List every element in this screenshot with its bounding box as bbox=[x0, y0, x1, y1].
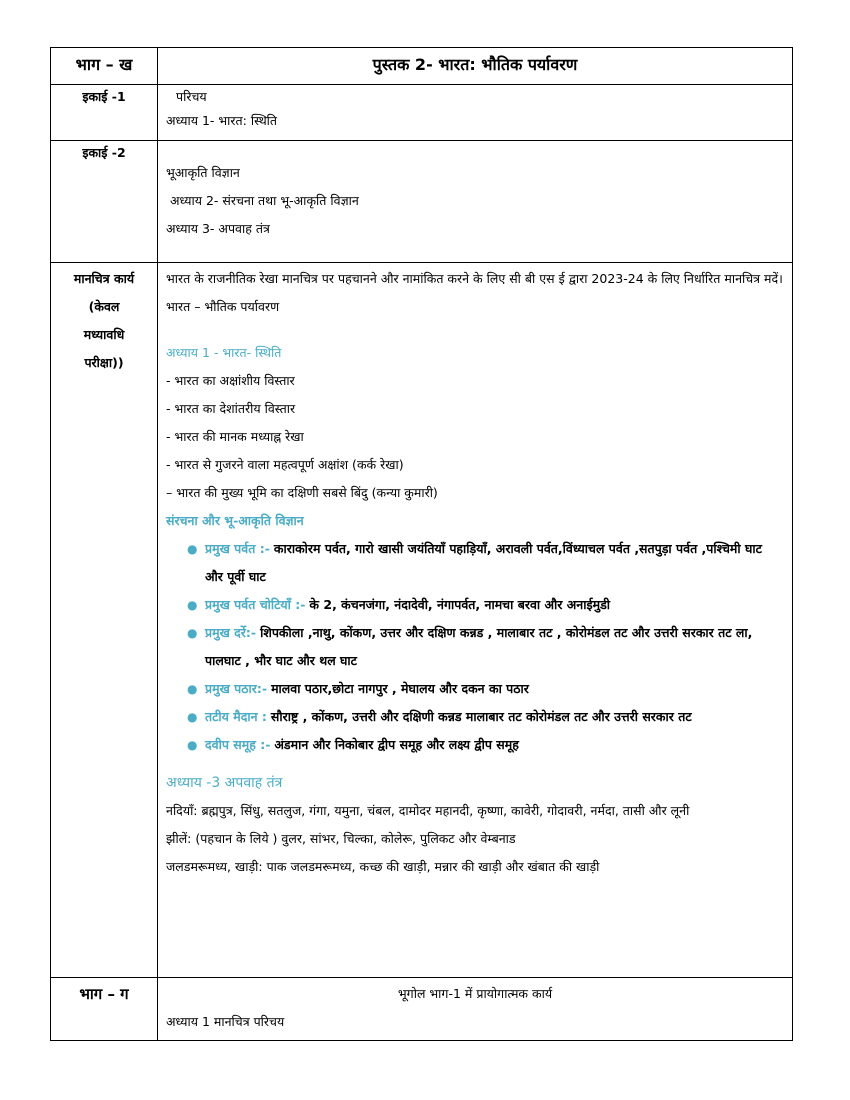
bullet-dot-icon: ● bbox=[187, 738, 198, 752]
map-work-intro: भारत के राजनीतिक रेखा मानचित्र पर पहचानने और नामांकित करने के लिए सी बी एस ई द्वारा 2023-24 के लिए निर्धारित मानचित्र मदें। bbox=[166, 271, 783, 286]
bullet-dot-icon: ● bbox=[187, 626, 198, 640]
map-work-content bbox=[158, 263, 793, 978]
chapter-1-item: - भारत से गुजरने वाला महत्वपूर्ण अक्षांश (कर्क रेखा) bbox=[166, 457, 404, 472]
chapter-1-item: – भारत की मुख्य भूमि का दक्षिणी सबसे बिंदु (कन्या कुमारी) bbox=[166, 485, 438, 500]
unit-1-label: इकाई -1 bbox=[51, 85, 158, 141]
unit-2-label: इकाई -2 bbox=[51, 141, 158, 263]
bullet-dot-icon: ● bbox=[187, 682, 198, 696]
part-c-content bbox=[158, 978, 793, 1041]
unit-1-chapter: अध्याय 1- भारत: स्थिति bbox=[166, 113, 278, 128]
unit-1-row bbox=[51, 85, 793, 141]
bullet-dot-icon: ● bbox=[187, 542, 198, 556]
bullet-passes bbox=[187, 619, 792, 675]
bullet-plateaus bbox=[187, 675, 792, 703]
unit-2-chapter-2: अध्याय 2- संरचना तथा भू-आकृति विज्ञान bbox=[170, 193, 359, 208]
map-work-label-line-1: मानचित्र कार्य bbox=[73, 271, 135, 286]
bullet-coastal-plains bbox=[187, 703, 792, 731]
bullet-text: मालवा पठार,छोटा नागपुर , मेघालय और दकन का पठार bbox=[271, 681, 529, 696]
map-work-label-line-2: (केवल bbox=[88, 299, 120, 314]
bullet-text: शिपकीला ,नाथु, कोंकण, उत्तर और दक्षिण कन्नड , मालाबार तट , कोरोमंडल तट और उत्तरी सरकार तट ला, पालघाट , भौर घाट और थल घाट bbox=[205, 625, 753, 668]
chapter-1-item: - भारत का देशांतरीय विस्तार bbox=[166, 401, 296, 416]
bullet-text: के 2, कंचनजंगा, नंदादेवी, नंगापर्वत, नामचा बरवा और अनाईमुडी bbox=[309, 597, 611, 612]
unit-1-content bbox=[158, 85, 793, 141]
map-work-label-line-4: परीक्षा)) bbox=[84, 355, 124, 370]
unit-2-chapter-3: अध्याय 3- अपवाह तंत्र bbox=[166, 221, 270, 236]
bullet-text: सौराष्ट्र , कोंकण, उत्तरी और दक्षिणी कन्नड मालाबार तट कोरोमंडल तट और उत्तरी सरकार तट bbox=[270, 709, 692, 724]
map-work-row bbox=[51, 263, 793, 978]
chapter-3-lakes: झीलें: (पहचान के लिये ) वुलर, सांभर, चिल्का, कोलेरू, पुलिकट और वेम्बनाड bbox=[166, 831, 516, 846]
unit-2-topic: भूआकृति विज्ञान bbox=[166, 165, 240, 180]
bullet-label: प्रमुख पर्वत :- bbox=[205, 541, 270, 556]
bullet-text: अंडमान और निकोबार द्वीप समूह और लक्ष्य द्वीप समूह bbox=[274, 737, 519, 752]
bullet-label: प्रमुख पर्वत चोटियाँ :- bbox=[205, 597, 306, 612]
syllabus-table bbox=[50, 47, 793, 1041]
unit-1-intro: परिचय bbox=[176, 89, 207, 104]
bullet-label: प्रमुख पठार:- bbox=[205, 681, 268, 696]
chapter-3-straits: जलडमरूमध्य, खाड़ी: पाक जलडमरूमध्य, कच्छ की खाड़ी, मन्नार की खाड़ी और खंबात की खाड़ी bbox=[166, 859, 600, 874]
bullet-mountains bbox=[187, 535, 792, 591]
bullet-label: दवीप समूह :- bbox=[205, 737, 271, 752]
structure-heading: संरचना और भू-आकृति विज्ञान bbox=[166, 513, 304, 528]
chapter-1-item: - भारत का अक्षांशीय विस्तार bbox=[166, 373, 295, 388]
unit-2-content bbox=[158, 141, 793, 263]
bullet-dot-icon: ● bbox=[187, 710, 198, 724]
part-c-row bbox=[51, 978, 793, 1041]
bullet-text: काराकोरम पर्वत, गारो खासी जयंतियाँ पहाड़ियाँ, अरावली पर्वत,विंध्याचल पर्वत ,सतपुड़ा पर्वत ,पश्चिमी घाट और पूर्वी घाट bbox=[205, 541, 762, 584]
part-c-label: भाग – ग bbox=[51, 978, 158, 1041]
map-work-subtitle: भारत – भौतिक पर्यावरण bbox=[166, 299, 280, 314]
bullet-dot-icon: ● bbox=[187, 598, 198, 612]
book-title: पुस्तक 2- भारत: भौतिक पर्यावरण bbox=[158, 48, 793, 85]
chapter-1-item: - भारत की मानक मध्याह्न रेखा bbox=[166, 429, 304, 444]
map-work-label bbox=[51, 263, 158, 978]
unit-2-row bbox=[51, 141, 793, 263]
bullet-islands bbox=[187, 731, 792, 759]
part-b-label: भाग – ख bbox=[51, 48, 158, 85]
map-work-label-line-3: मध्यावधि bbox=[83, 327, 125, 342]
part-c-chapter: अध्याय 1 मानचित्र परिचय bbox=[166, 1014, 285, 1029]
bullet-label: प्रमुख दर्रे:- bbox=[205, 625, 257, 640]
bullet-label: तटीय मैदान : bbox=[205, 709, 267, 724]
chapter-3-heading: अध्याय -3 अपवाह तंत्र bbox=[166, 775, 283, 791]
header-row bbox=[51, 48, 793, 85]
chapter-3-rivers: नदियाँ: ब्रह्मपुत्र, सिंधु, सतलुज, गंगा, यमुना, चंबल, दामोदर महानदी, कृष्णा, कावेरी, गोदावरी, नर्मदा, तासी और लूनी bbox=[166, 803, 690, 818]
chapter-1-heading: अध्याय 1 - भारत- स्थिति bbox=[166, 345, 282, 360]
bullet-peaks bbox=[187, 591, 792, 619]
structure-bullet-list bbox=[158, 535, 792, 759]
part-c-title: भूगोल भाग-1 में प्रायोगात्मक कार्य bbox=[397, 986, 553, 1001]
